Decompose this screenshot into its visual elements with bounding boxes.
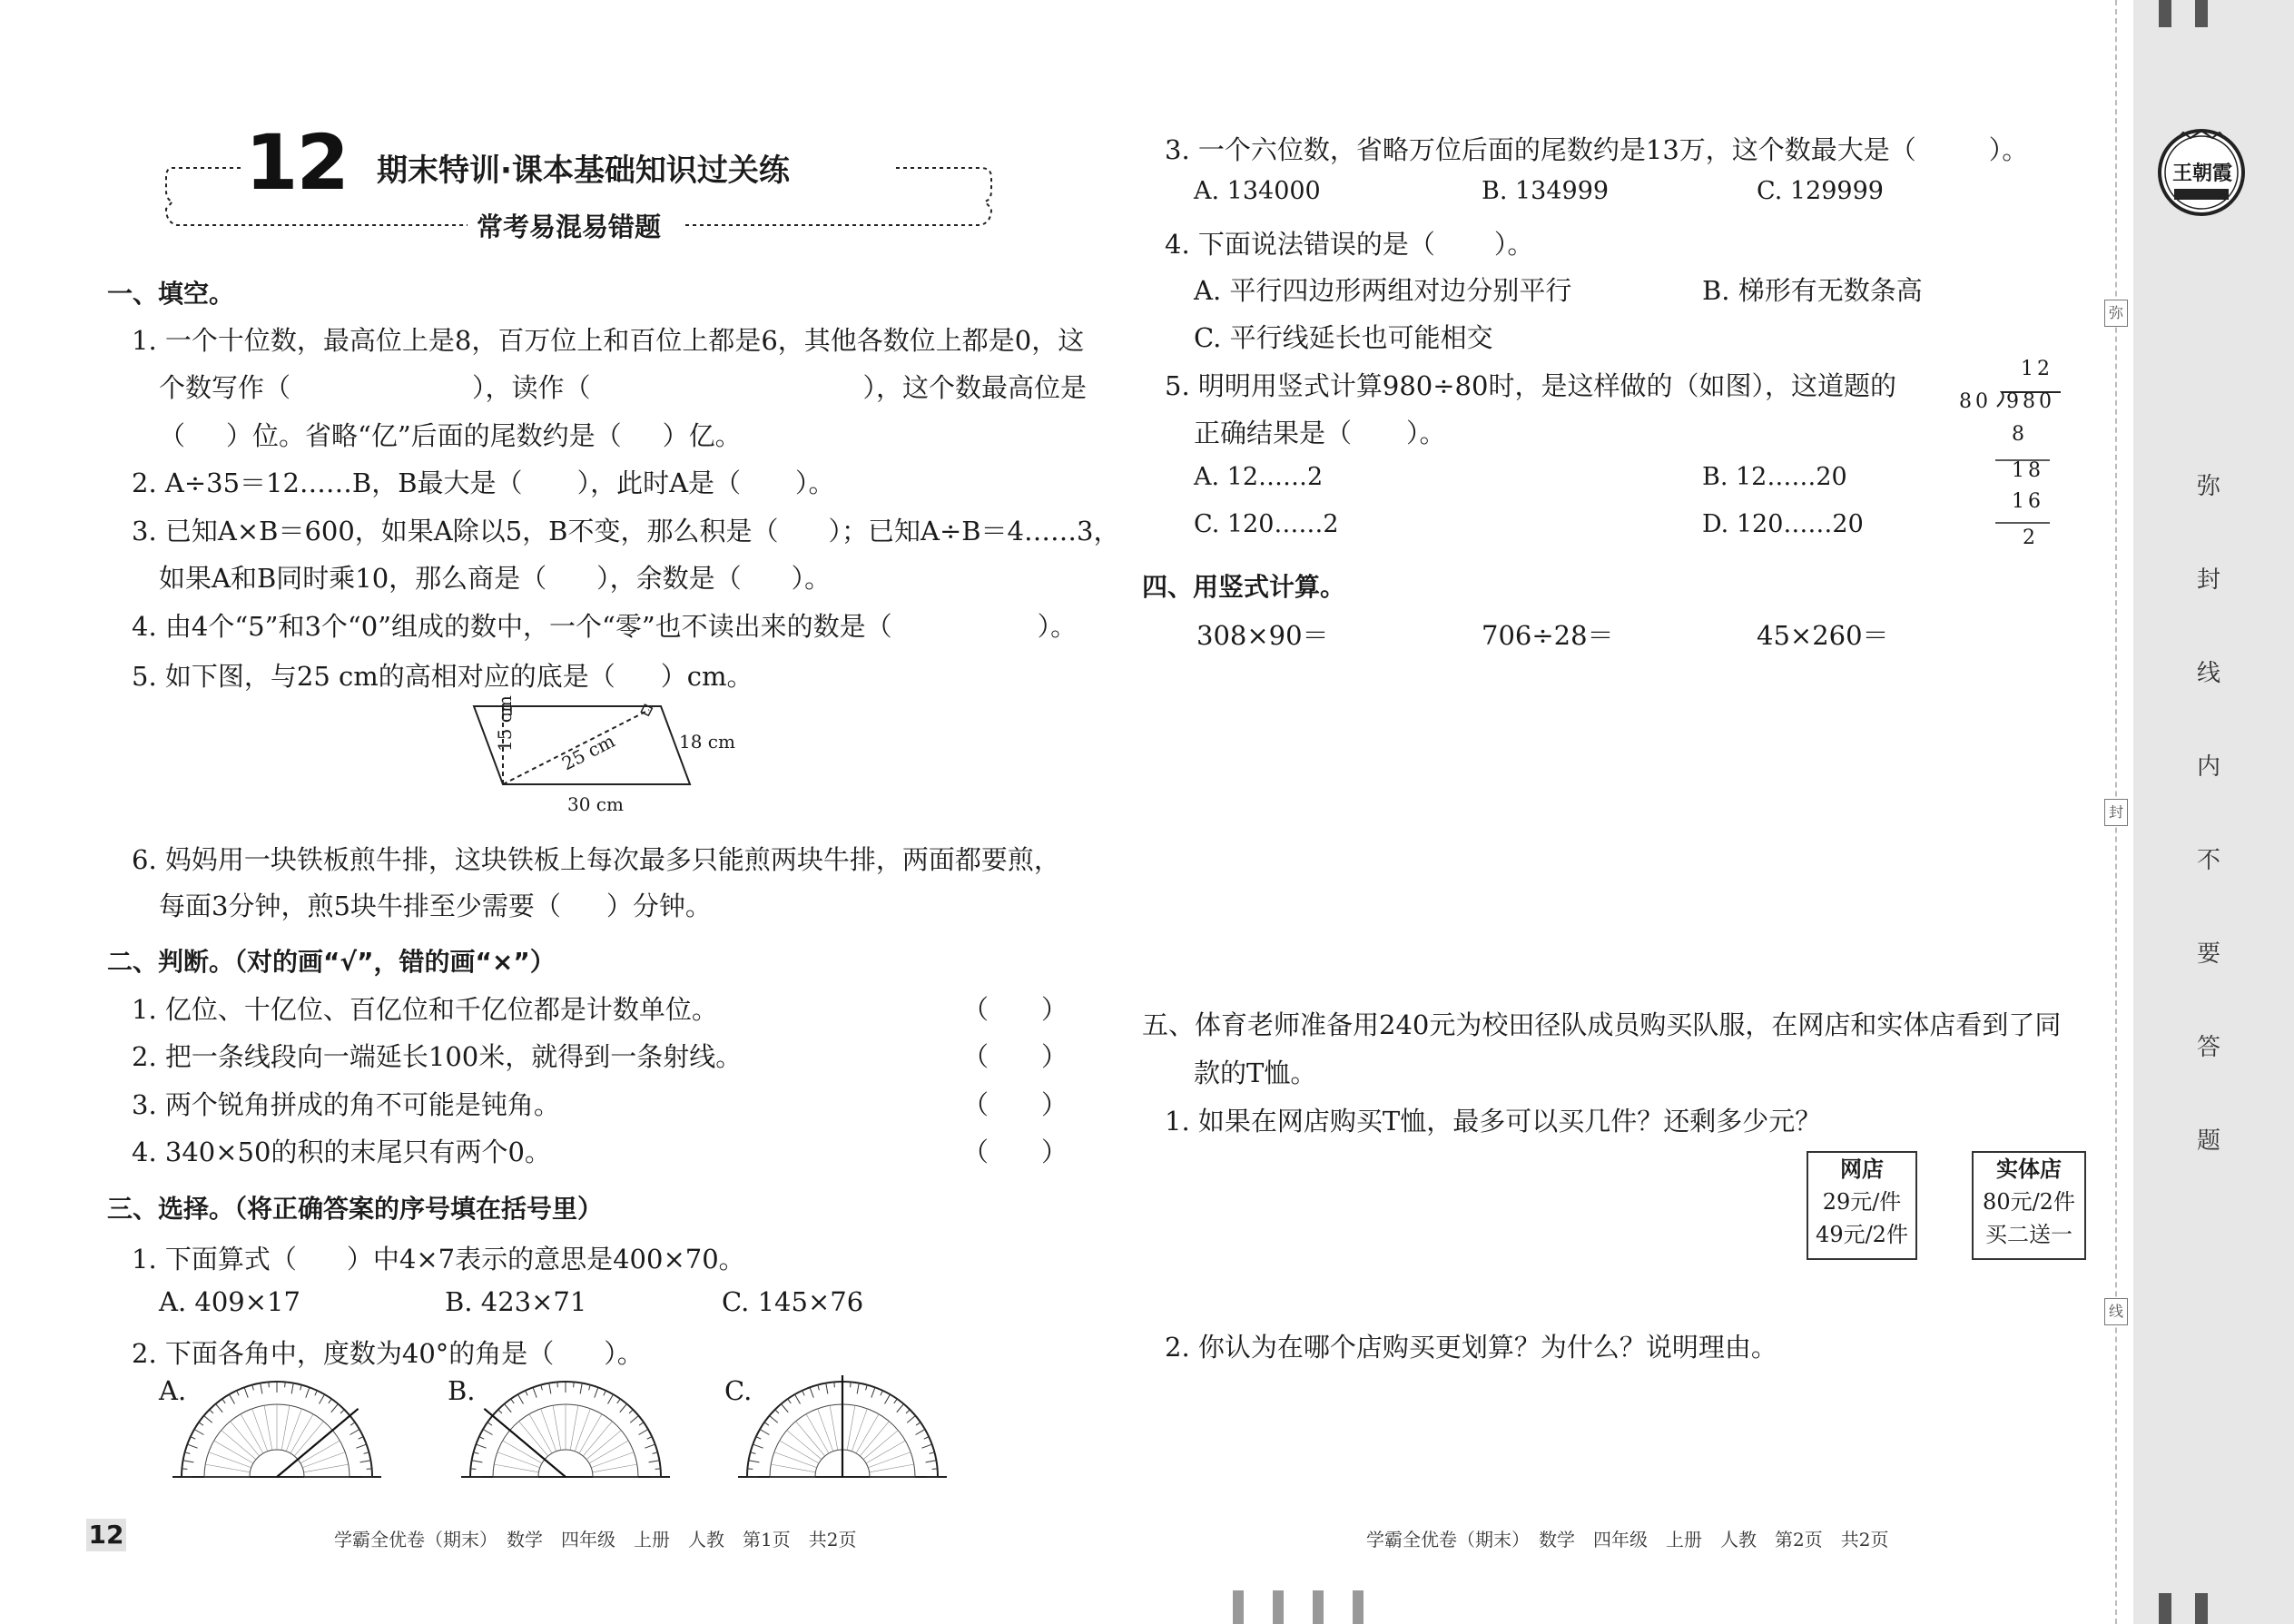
- binding-mark-1: 弥: [2104, 300, 2128, 327]
- online-store-price-2: 49元/2件: [1816, 1222, 1908, 1247]
- q1-line1: 1. 一个十位数，最高位上是8，百万位上和百位上都是6，其他各数位上都是0，这: [132, 325, 1085, 356]
- section5-q1: 1. 如果在网店购买T恤，最多可以买几件？还剩多少元？: [1165, 1106, 1822, 1137]
- protractor-option-a: [154, 1375, 399, 1484]
- long-division-figure: [1952, 356, 2061, 556]
- strip-bottom-marks: [2159, 1593, 2222, 1624]
- side-18-label: 18 cm: [679, 731, 735, 753]
- online-store-box: [1807, 1151, 1917, 1260]
- parallelogram-figure: [463, 695, 753, 826]
- online-store-price-1: 29元/件: [1822, 1189, 1902, 1215]
- physical-store-box: [1972, 1151, 2086, 1260]
- section5-heading-cont: 款的T恤。: [1194, 1058, 1317, 1088]
- choice4-option-c: C. 平行线延长也可能相交: [1194, 322, 1493, 353]
- judge-item-2: 2. 把一条线段向一端延长100米，就得到一条射线。: [132, 1041, 743, 1072]
- q3-line2: 如果A和B同时乘10，那么商是（ ），余数是（ ）。: [159, 563, 832, 594]
- division-quotient: 12: [2021, 358, 2053, 380]
- choice1-line: 1. 下面算式（ ）中4×7表示的意思是400×70。: [132, 1244, 745, 1275]
- section-number: 12: [245, 118, 348, 207]
- brand-logo: [2156, 127, 2247, 218]
- calc-item-2: 706÷28＝: [1482, 620, 1614, 651]
- physical-store-price: 80元/2件: [1983, 1189, 2075, 1215]
- choice5-line1: 5. 明明用竖式计算980÷80时，是这样做的（如图），这道题的: [1165, 370, 1896, 401]
- judge-paren-3[interactable]: （ ）: [962, 1089, 1068, 1120]
- section5-heading: 五、体育老师准备用240元为校田径队成员购买队服，在网店和实体店看到了同: [1142, 1009, 2062, 1040]
- judge-paren-1[interactable]: （ ）: [962, 994, 1068, 1025]
- option-b-label: B.: [448, 1375, 476, 1406]
- brand-logo-name: 王朝霞: [2172, 162, 2233, 185]
- section5-q2: 2. 你认为在哪个店购买更划算？为什么？说明理由。: [1165, 1332, 1777, 1363]
- section1-heading: 一、填空。: [107, 279, 235, 309]
- division-remainder: 2: [2023, 527, 2035, 549]
- q6-line1: 6. 妈妈用一块铁板煎牛排，这块铁板上每次最多只能煎两块牛排，两面都要煎，: [132, 844, 1060, 875]
- choice4-option-b: B. 梯形有无数条高: [1702, 275, 1923, 306]
- choice3-line: 3. 一个六位数，省略万位后面的尾数约是13万，这个数最大是（ ）。: [1165, 134, 2029, 165]
- choice3-option-a: A. 134000: [1194, 177, 1321, 205]
- bottom-register-marks: [1233, 1590, 1369, 1624]
- binding-char-1: 弥: [2197, 473, 2221, 500]
- binding-char-5: 不: [2197, 847, 2221, 874]
- option-a-label: A.: [159, 1375, 187, 1406]
- calc-item-3: 45×260＝: [1757, 620, 1889, 651]
- division-divisor: 80: [1959, 390, 1992, 413]
- q6-line2: 每面3分钟，煎5块牛排至少需要（ ）分钟。: [159, 891, 712, 921]
- q5-line: 5. 如下图，与25 cm的高相对应的底是（ ）cm。: [132, 661, 753, 692]
- judge-paren-2[interactable]: （ ）: [962, 1041, 1068, 1072]
- division-dividend: 980: [2006, 390, 2055, 413]
- choice5-option-c: C. 120……2: [1194, 510, 1339, 538]
- page-subtitle: 常考易混易错题: [468, 207, 670, 244]
- judge-item-3: 3. 两个锐角拼成的角不可能是钝角。: [132, 1089, 560, 1120]
- choice5-line2: 正确结果是（ ）。: [1194, 418, 1446, 448]
- choice5-option-d: D. 120……20: [1702, 510, 1864, 538]
- choice5-option-a: A. 12……2: [1194, 463, 1324, 491]
- choice1-option-c: C. 145×76: [722, 1286, 864, 1317]
- title-banner: [159, 118, 999, 242]
- choice3-option-b: B. 134999: [1482, 177, 1610, 205]
- binding-char-6: 要: [2197, 940, 2221, 968]
- judge-item-4: 4. 340×50的积的末尾只有两个0。: [132, 1137, 551, 1167]
- page-number-badge: 12: [86, 1519, 126, 1551]
- q1-line2: 个数写作（ ），读作（ ），这个数最高位是: [159, 372, 1088, 403]
- choice1-option-a: A. 409×17: [159, 1286, 300, 1317]
- choice1-option-b: B. 423×71: [445, 1286, 587, 1317]
- section2-heading: 二、判断。（对的画“√”，错的画“×”）: [107, 947, 556, 977]
- physical-store-title: 实体店: [1996, 1156, 2062, 1182]
- choice4-line: 4. 下面说法错误的是（ ）。: [1165, 229, 1534, 260]
- online-store-title: 网店: [1840, 1156, 1884, 1182]
- footer-left: 学霸全优卷（期末） 数学 四年级 上册 人教 第1页 共2页: [334, 1529, 857, 1550]
- footer-right: 学霸全优卷（期末） 数学 四年级 上册 人教 第2页 共2页: [1366, 1529, 1889, 1550]
- physical-store-promo: 买二送一: [1985, 1222, 2072, 1247]
- binding-mark-2: 封: [2104, 799, 2128, 826]
- binding-char-7: 答: [2197, 1034, 2221, 1061]
- height-15-label: 15 cm: [494, 695, 516, 752]
- division-step-1: 8: [2012, 423, 2024, 446]
- calc-item-1: 308×90＝: [1196, 620, 1329, 651]
- binding-char-8: 题: [2197, 1127, 2221, 1155]
- q4-line: 4. 由4个“5”和3个“0”组成的数中，一个“零”也不读出来的数是（ ）。: [132, 611, 1078, 642]
- choice4-option-a: A. 平行四边形两组对边分别平行: [1194, 275, 1572, 306]
- q2-line: 2. A÷35＝12……B，B最大是（ ），此时A是（ ）。: [132, 468, 835, 498]
- option-c-label: C.: [724, 1375, 753, 1406]
- protractor-option-c: [720, 1375, 965, 1484]
- choice5-option-b: B. 12……20: [1702, 463, 1847, 491]
- binding-char-3: 线: [2197, 660, 2221, 687]
- division-step-2: 18: [2012, 459, 2044, 482]
- binding-char-4: 内: [2197, 753, 2221, 781]
- choice2-line: 2. 下面各角中，度数为40°的角是（ ）。: [132, 1338, 644, 1369]
- section3-heading: 三、选择。（将正确答案的序号填在括号里）: [107, 1194, 604, 1224]
- page-title: 期末特训·课本基础知识过关练: [377, 153, 790, 189]
- choice3-option-c: C. 129999: [1757, 177, 1884, 205]
- protractor-option-b: [443, 1375, 688, 1484]
- height-25-label: 25 cm: [558, 729, 619, 775]
- top-register-marks: [2159, 0, 2222, 27]
- binding-strip: [2133, 0, 2294, 1624]
- judge-item-1: 1. 亿位、十亿位、百亿位和千亿位都是计数单位。: [132, 994, 718, 1025]
- q1-line3: （ ）位。省略“亿”后面的尾数约是（ ）亿。: [159, 420, 742, 451]
- division-step-3: 16: [2012, 490, 2044, 513]
- base-30-label: 30 cm: [567, 793, 624, 815]
- binding-mark-3: 线: [2104, 1298, 2128, 1325]
- judge-paren-4[interactable]: （ ）: [962, 1137, 1068, 1167]
- q3-line1: 3. 已知A×B＝600，如果A除以5，B不变，那么积是（ ）；已知A÷B＝4……3，: [132, 516, 1120, 546]
- binding-char-2: 封: [2197, 566, 2221, 594]
- section4-heading: 四、用竖式计算。: [1142, 572, 1346, 602]
